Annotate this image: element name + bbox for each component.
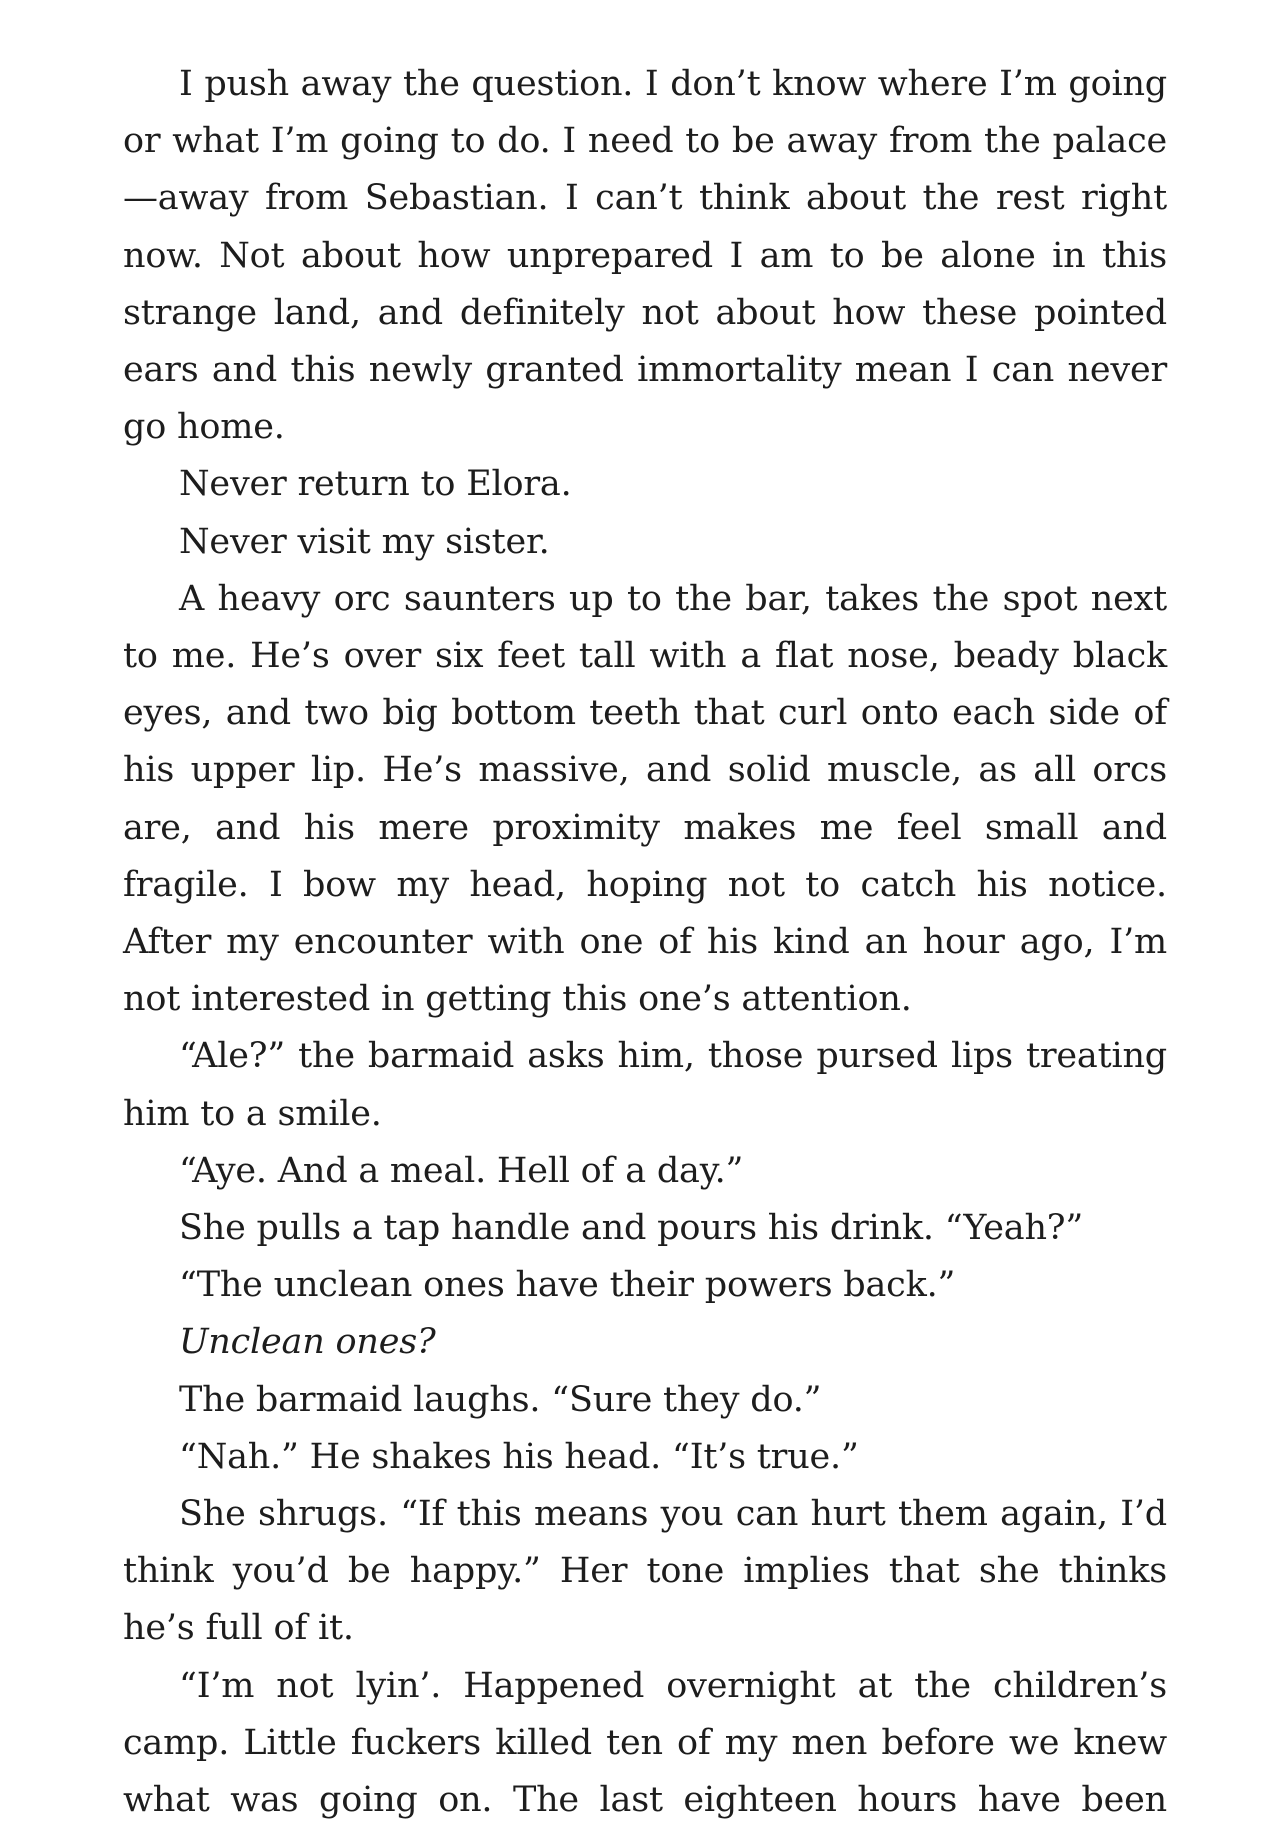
paragraph-13: “I’m not lyin’. Happened overnight at the children’s camp. Little fuckers killed ten of my men before we knew what was going on. The last eighteen hours have been — [123, 1665, 1167, 1821]
paragraph-10: The barmaid laughs. “Sure they do.” — [179, 1379, 822, 1420]
paragraph-12: She shrugs. “If this means you can hurt them again, I’d think you’d be happy.” Her tone implies that she thinks he’s full of it. — [123, 1494, 1167, 1649]
paragraph-8: “The unclean ones have their powers back.” — [179, 1265, 956, 1306]
paragraph-7: She pulls a tap handle and pours his drink. “Yeah?” — [179, 1208, 1084, 1249]
paragraph-6: “Aye. And a meal. Hell of a day.” — [179, 1150, 744, 1191]
paragraph-3: Never visit my sister. — [179, 521, 550, 562]
paragraph-9-italic-thought: Unclean ones? — [179, 1322, 436, 1363]
paragraph-11: “Nah.” He shakes his head. “It’s true.” — [179, 1436, 859, 1477]
paragraph-4: A heavy orc saunters up to the bar, takes the spot next to me. He’s over six feet tall with a flat nose, beady black eyes, and two big bottom teeth that curl onto each side of his upper lip. He’s massive, and solid muscle, as all orcs are, and his mere proximity makes me feel small and fragile. I bow my head, hoping not to catch his notice. After my encounter with one of his kind an hour ago, I’m not interested in getting this one’s attention. — [123, 578, 1167, 1020]
book-page — [123, 56, 1167, 1829]
paragraph-2: Never return to Elora. — [179, 464, 572, 505]
paragraph-5: “Ale?” the barmaid asks him, those pursed lips treating him to a smile. — [123, 1036, 1167, 1134]
paragraph-1: I push away the question. I don’t know where I’m going or what I’m going to do. I need to be away from the palace—away from Sebastian. I can’t think about the rest right now. Not about how unprepared I am to be alone in this strange land, and definitely not about how these pointed ears and this newly granted immortality mean I can never go home. — [123, 64, 1167, 448]
